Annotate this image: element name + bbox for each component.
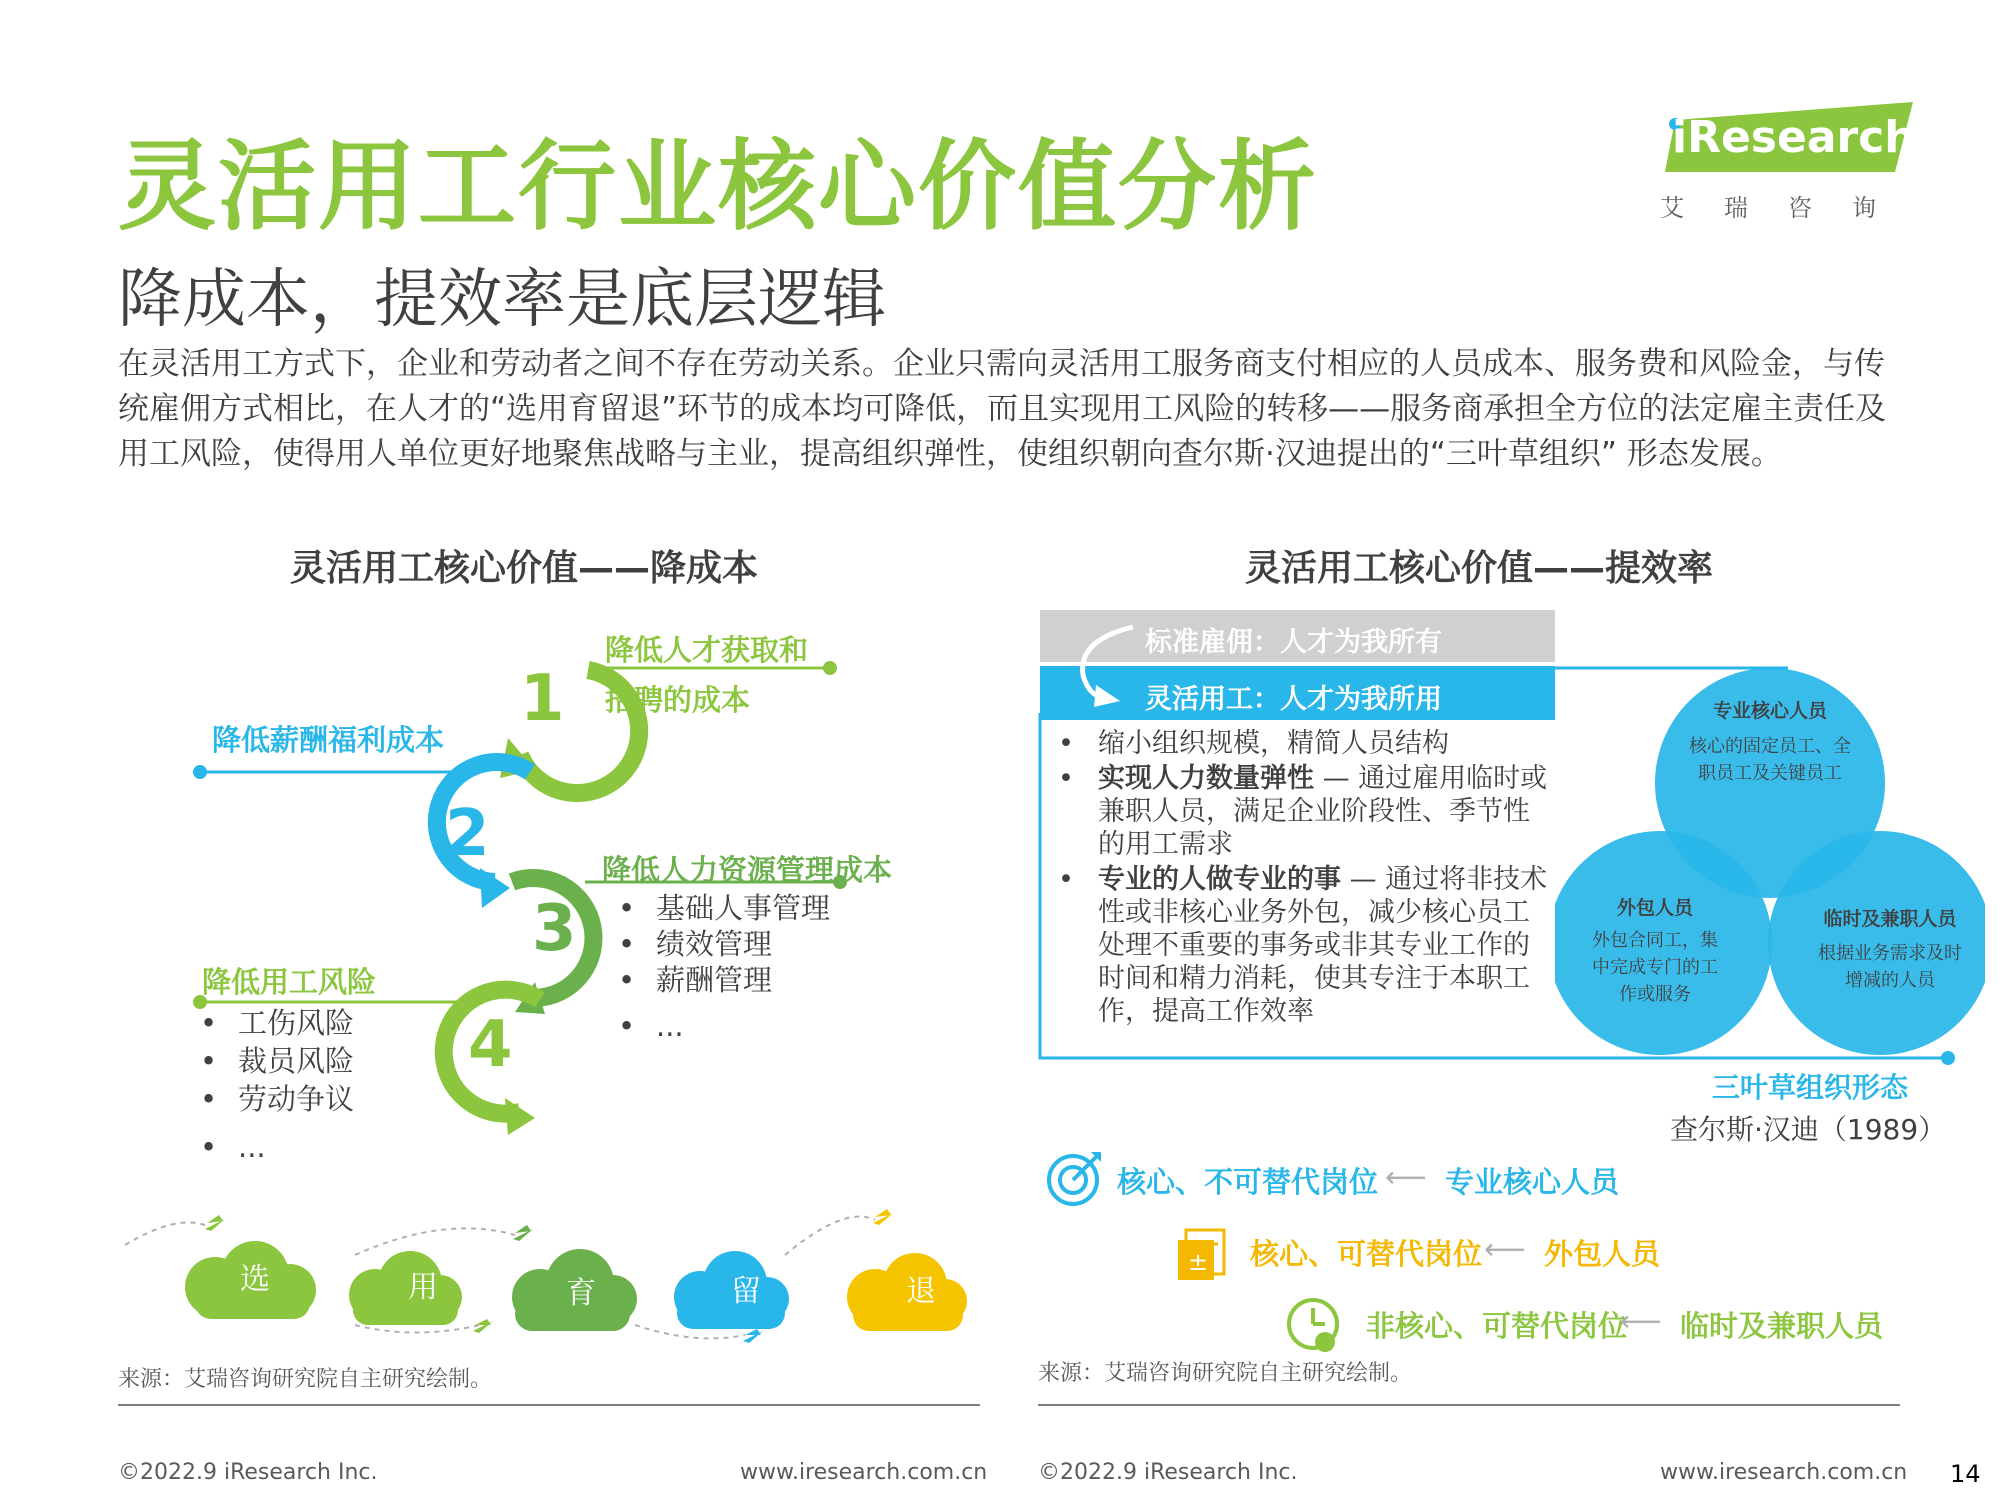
list-item: • ... xyxy=(200,1128,354,1166)
plane-icon xyxy=(513,1225,533,1241)
list-item: • 工伤风险 xyxy=(200,1004,354,1042)
list-item: • 基础人事管理 xyxy=(618,890,830,926)
efficiency-point: • 缩小组织规模，精简人员结构 xyxy=(1058,727,1548,760)
role-position-1: 核心、不可替代岗位 xyxy=(1117,1165,1379,1199)
circle-core-title: 专业核心人员 xyxy=(1712,700,1827,722)
page-title: 灵活用工行业核心价值分析 xyxy=(118,130,1319,244)
target-icon xyxy=(1045,1148,1105,1208)
right-divider xyxy=(1038,1404,1900,1406)
list-item: • 裁员风险 xyxy=(200,1042,354,1080)
footer-url-right[interactable]: www.iresearch.com.cn xyxy=(1660,1460,1908,1485)
circle-outsource-body: 外包合同工，集中完成专门的工作或服务 xyxy=(1592,930,1718,1005)
list-item: • ... xyxy=(618,1008,830,1044)
step-number-3: 3 xyxy=(532,892,577,966)
cloud-label-use: 用 xyxy=(408,1270,438,1305)
step-4-label: 降低用工风险 xyxy=(202,965,377,999)
list-item: • 绩效管理 xyxy=(618,926,830,962)
standard-employment-label: 标准雇佣：人才为我所有 xyxy=(1145,627,1442,658)
clover-citation: 查尔斯·汉迪（1989） xyxy=(1670,1113,1947,1146)
intro-paragraph: 在灵活用工方式下，企业和劳动者之间不存在劳动关系。企业只需向灵活用工服务商支付相应的人员成本、服务费和风险金，与传统雇佣方式相比，在人才的“选用育留退”环节的成本均可降低，而且实现用工风险的转移——服务商承担全方位的法定雇主责任及用工风险，使得用人单位更好地聚焦战略与主业，提高组织弹性，使组织朝向查尔斯·汉迪提出的“三叶草组织” 形态发展。 xyxy=(118,346,1887,472)
logo-brand: iResearch xyxy=(1672,112,1916,163)
cloud-label-develop: 育 xyxy=(566,1276,596,1311)
arrow-left-icon: ⟵ xyxy=(1385,1160,1427,1194)
cloud-label-exit: 退 xyxy=(906,1274,936,1309)
clover-label: 三叶草组织形态 xyxy=(1712,1071,1909,1104)
cloud-icon xyxy=(349,1251,462,1325)
arrow-left-icon: ⟵ xyxy=(1484,1232,1526,1266)
circle-outsource-title: 外包人员 xyxy=(1616,897,1693,919)
step-2-label: 降低薪酬福利成本 xyxy=(212,723,445,757)
step-number-2: 2 xyxy=(445,797,490,871)
left-source: 来源：艾瑞咨询研究院自主研究绘制。 xyxy=(118,1367,493,1392)
list-item: • 劳动争议 xyxy=(200,1080,354,1118)
step-3-bullets xyxy=(618,890,830,1044)
footer-url-left[interactable]: www.iresearch.com.cn xyxy=(740,1460,988,1485)
step-4-bullets xyxy=(200,1004,354,1166)
circle-temp-title: 临时及兼职人员 xyxy=(1823,908,1957,930)
efficiency-point: • 专业的人做专业的事 — 通过将非技术性或非核心业务外包，减少核心员工处理不重要的事务或非其专业工作的时间和精力消耗，使其专注于本职工作，提高工作效率 xyxy=(1058,863,1548,1028)
step-1-label-line1: 降低人才获取和 xyxy=(605,633,809,667)
list-item: • 薪酬管理 xyxy=(618,962,830,998)
flexible-employment-label: 灵活用工：人才为我所用 xyxy=(1145,684,1442,715)
role-staff-2: 外包人员 xyxy=(1544,1237,1661,1271)
efficiency-point: • 实现人力数量弹性 — 通过雇用临时或兼职人员，满足企业阶段性、季节性的用工需求 xyxy=(1058,762,1548,861)
step-1-label-line2: 招聘的成本 xyxy=(605,683,751,717)
cloud-label-retain: 留 xyxy=(731,1274,761,1309)
footer-copyright-left: ©2022.9 iResearch Inc. xyxy=(118,1460,378,1485)
clipboard-icon xyxy=(1172,1222,1232,1286)
role-position-3: 非核心、可替代岗位 xyxy=(1366,1309,1628,1343)
plane-icon xyxy=(743,1329,763,1343)
step-number-1: 1 xyxy=(520,662,565,736)
footer-copyright-right: ©2022.9 iResearch Inc. xyxy=(1038,1460,1298,1485)
circle-temp-body: 根据业务需求及时增减的人员 xyxy=(1818,943,1962,991)
role-staff-1: 专业核心人员 xyxy=(1445,1165,1620,1199)
right-section-title: 灵活用工核心价值——提效率 xyxy=(1245,548,1714,589)
efficiency-points xyxy=(1058,727,1548,1030)
left-divider xyxy=(118,1404,980,1406)
step-number-4: 4 xyxy=(468,1008,513,1082)
role-staff-3: 临时及兼职人员 xyxy=(1680,1309,1884,1343)
page-subtitle: 降成本，提效率是底层逻辑 xyxy=(118,263,886,337)
plane-icon xyxy=(205,1215,225,1231)
circle-core-body: 核心的固定员工、全职员工及关键员工 xyxy=(1689,736,1851,784)
page-number: 14 xyxy=(1950,1460,1981,1488)
svg-text:±: ± xyxy=(1188,1248,1209,1276)
left-section-title: 灵活用工核心价值——降成本 xyxy=(290,548,759,589)
plane-icon xyxy=(873,1209,893,1225)
arrow-left-icon: ⟵ xyxy=(1620,1304,1662,1338)
cloud-label-select: 选 xyxy=(240,1262,270,1297)
logo-subtitle: 艾瑞咨询 xyxy=(1660,194,1916,222)
right-source: 来源：艾瑞咨询研究院自主研究绘制。 xyxy=(1038,1361,1413,1386)
role-position-2: 核心、可替代岗位 xyxy=(1250,1237,1483,1271)
clock-icon xyxy=(1285,1294,1345,1358)
step-3-label: 降低人力资源管理成本 xyxy=(602,853,893,887)
